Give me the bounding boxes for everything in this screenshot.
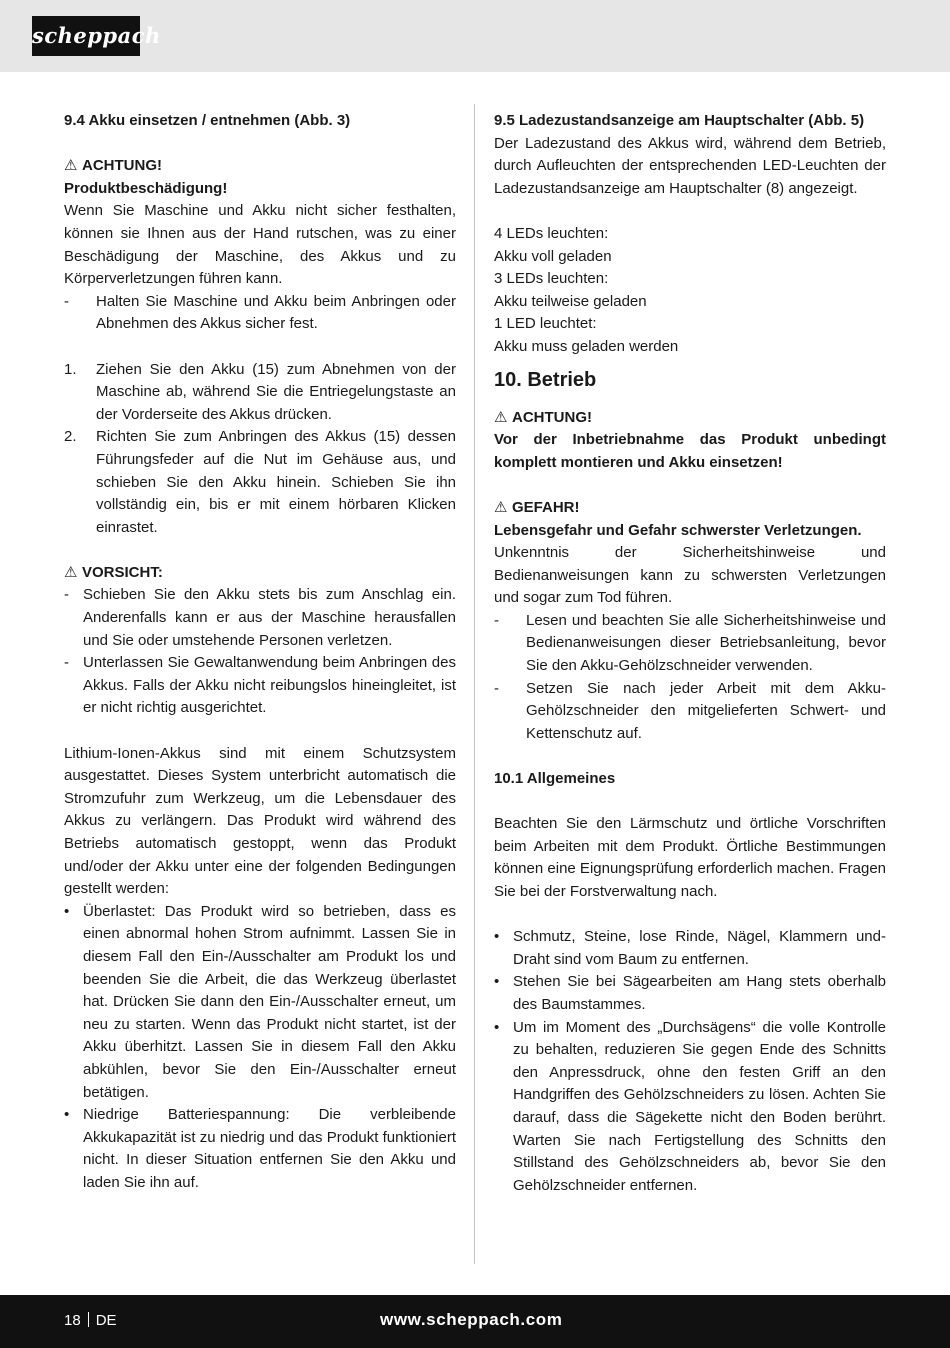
section-heading-9-5: 9.5 Ladezustandsanzeige am Hauptschalter (Abb. 5) bbox=[494, 112, 865, 129]
list-item-text: Unterlassen Sie Gewaltanwendung beim Anbringen des Akkus. Falls der Akku nicht reibungslos hineingleitet, ist er nicht richtig ausgerichtet. bbox=[83, 654, 456, 717]
list-item bbox=[494, 610, 886, 678]
list-item-text: Niedrige Batteriespannung: Die verbleibende Akkukapazität ist zu niedrig und das Produkt funktioniert nicht. In dieser Situation entfernen Sie den Akku und laden Sie ihn auf. bbox=[83, 1106, 456, 1191]
led-status-line: 1 LED leuchtet: bbox=[494, 315, 597, 333]
led-status-line: Akku muss geladen werden bbox=[494, 337, 679, 355]
gefahr-text: Unkenntnis der Sicherheitshinweise und Bedienanweisungen kann zu schwersten Verletzungen und sogar zum Tod führen. bbox=[494, 544, 886, 607]
list-item bbox=[64, 1104, 456, 1194]
list-item bbox=[64, 652, 456, 720]
list-item bbox=[494, 678, 886, 746]
steps-list bbox=[64, 359, 456, 540]
page-number-value: 18 bbox=[64, 1312, 81, 1329]
list-marker: - bbox=[64, 292, 69, 310]
footer-separator bbox=[88, 1312, 89, 1327]
left-column bbox=[64, 110, 456, 1195]
list-marker: 2. bbox=[64, 428, 77, 446]
list-marker: • bbox=[494, 1018, 500, 1036]
column-divider bbox=[474, 104, 475, 1264]
page-footer bbox=[0, 1295, 950, 1348]
list-item-text: Schmutz, Steine, lose Rinde, Nägel, Klammern und-Draht sind vom Baum zu entfernen. bbox=[513, 928, 886, 968]
list-marker: - bbox=[64, 654, 69, 672]
led-status-list bbox=[494, 223, 886, 359]
list-item bbox=[494, 926, 886, 971]
led-status-line: Akku voll geladen bbox=[494, 247, 612, 265]
vorsicht-label: VORSICHT: bbox=[82, 563, 163, 581]
list-item bbox=[494, 1017, 886, 1198]
damage-list bbox=[64, 291, 456, 336]
website-link[interactable]: www.scheppach.com bbox=[380, 1310, 563, 1329]
section-heading-10: 10. Betrieb bbox=[494, 368, 597, 391]
list-item bbox=[64, 584, 456, 652]
list-marker: • bbox=[64, 1106, 70, 1124]
general-list bbox=[494, 926, 886, 1197]
list-marker: - bbox=[494, 679, 499, 697]
section-heading-9-4: 9.4 Akku einsetzen / entnehmen (Abb. 3) bbox=[64, 112, 351, 129]
section-heading-10-1: 10.1 Allgemeines bbox=[494, 770, 616, 788]
warning-triangle-icon: ⚠ bbox=[494, 498, 508, 516]
step-item bbox=[64, 426, 456, 539]
list-item-text: Ziehen Sie den Akku (15) zum Abnehmen von der Maschine ab, während Sie die Entriegelungstaste an der Vorderseite des Akkus drücken. bbox=[96, 360, 456, 423]
list-item bbox=[64, 901, 456, 1104]
list-item-text: Stehen Sie bei Sägearbeiten am Hang stets oberhalb des Baumstammes. bbox=[513, 973, 886, 1013]
language-code: DE bbox=[95, 1312, 117, 1329]
led-status-line: 4 LEDs leuchten: bbox=[494, 224, 609, 242]
list-marker: • bbox=[494, 928, 500, 946]
charge-state-text: Der Ladezustand des Akkus wird, während dem Betrieb, durch Aufleuchten der entsprechenden LED-Leuchten der Ladezustandsanzeige am Hauptschalter (8) angezeigt. bbox=[494, 134, 886, 197]
warning-triangle-icon: ⚠ bbox=[494, 408, 508, 426]
damage-title: Produktbeschädigung! bbox=[64, 179, 228, 197]
list-item bbox=[64, 291, 456, 336]
gefahr-notice-title bbox=[494, 497, 886, 520]
list-marker: - bbox=[64, 586, 69, 604]
list-item-text: Schieben Sie den Akku stets bis zum Anschlag ein. Anderenfalls kann er aus der Maschine herausfallen und Sie oder umstehende Personen verletzen. bbox=[83, 586, 456, 649]
achtung-notice-title bbox=[494, 407, 886, 430]
list-item bbox=[494, 971, 886, 1016]
list-item-text: Um im Moment des „Durchsägens“ die volle Kontrolle zu behalten, reduzieren Sie gegen Ende des Schnitts den Anpressdruck, ohne den festen Griff an den Handgriffen des Gehölzschneiders zu lösen. Achten Sie darauf, dass die Sägekette nicht den Boden berührt. Warten Sie nach Fertigstellung des Schnitts den Stillstand des Gehölzschneiders ab, bevor Sie den Gehölzschneider entfernen. bbox=[513, 1018, 886, 1194]
achtung-notice-title bbox=[64, 155, 456, 178]
list-item-text: Lesen und beachten Sie alle Sicherheitshinweise und Bedienanweisungen dieser Betriebsanleitung, bevor Sie den Akku-Gehölzschneider verwenden. bbox=[526, 611, 886, 675]
list-item-text: Richten Sie zum Anbringen des Akkus (15) dessen Führungsfeder auf die Nut im Gehäuse aus, und schieben Sie den Akku hinein. Schieben Sie ihn vollständig ein, bis er mit einem hörbaren Klicken einrastet. bbox=[96, 428, 456, 536]
achtung-label: ACHTUNG! bbox=[512, 408, 592, 426]
led-status-line: Akku teilweise geladen bbox=[494, 292, 647, 310]
lithium-list bbox=[64, 901, 456, 1195]
lithium-text: Lithium-Ionen-Akkus sind mit einem Schutzsystem ausgestattet. Dieses System unterbricht automatisch die Stromzufuhr zum Werkzeug, um die Lebensdauer des Akkus zu verlängern. Das Produkt wird während des Betriebs automatisch gestoppt, wenn das Produkt und/oder der Akku unter eine der folgenden Bedingungen gestellt werden: bbox=[64, 744, 456, 898]
gefahr-label: GEFAHR! bbox=[512, 498, 580, 516]
achtung-label: ACHTUNG! bbox=[82, 157, 162, 175]
list-marker: • bbox=[494, 973, 500, 991]
damage-text: Wenn Sie Maschine und Akku nicht sicher festhalten, können sie Ihnen aus der Hand rutschen, was zu einer Beschädigung der Maschine, des Akkus und zu Körperverletzungen führen kann. bbox=[64, 202, 456, 288]
list-marker: • bbox=[64, 902, 70, 920]
brand-logo: scheppach bbox=[32, 16, 140, 56]
list-marker: - bbox=[494, 611, 499, 629]
list-item-text: Halten Sie Maschine und Akku beim Anbringen oder Abnehmen des Akkus sicher fest. bbox=[96, 292, 456, 333]
warning-triangle-icon: ⚠ bbox=[64, 157, 78, 175]
vorsicht-notice-title bbox=[64, 562, 456, 585]
step-item bbox=[64, 359, 456, 427]
page-header bbox=[0, 0, 950, 72]
general-text: Beachten Sie den Lärmschutz und örtliche Vorschriften beim Arbeiten mit dem Produkt. Örtliche Bestimmungen können eine Eignungsprüfung erforderlich machen. Fragen Sie bei der Forstverwaltung nach. bbox=[494, 815, 886, 900]
list-item-text: Überlastet: Das Produkt wird so betrieben, dass es einen abnormal hohen Strom aufnimmt. Lassen Sie in diesem Fall den Ein-/Ausschalter am Produkt los und beenden Sie die Arbeit, die das Werkzeug überlastet hat. Drücken Sie dann den Ein-/Ausschalter erneut, um neu zu starten. Wenn das Produkt nicht startet, ist der Akku überhitzt. Lassen Sie in diesem Fall den Akku abkühlen, bevor Sie den Ein-/Ausschalter erneut betätigen. bbox=[83, 902, 456, 1101]
warning-triangle-icon: ⚠ bbox=[64, 563, 78, 581]
list-marker: 1. bbox=[64, 360, 77, 378]
led-status-line: 3 LEDs leuchten: bbox=[494, 270, 609, 288]
right-column bbox=[494, 110, 886, 1197]
vorsicht-list bbox=[64, 584, 456, 720]
gefahr-list bbox=[494, 610, 886, 746]
achtung-text: Vor der Inbetriebnahme das Produkt unbedingt komplett montieren und Akku einsetzen! bbox=[494, 431, 886, 471]
list-item-text: Setzen Sie nach jeder Arbeit mit dem Akku-Gehölzschneider den mitgelieferten Schwert- und Kettenschutz auf. bbox=[526, 679, 886, 742]
page-number bbox=[64, 1311, 117, 1331]
gefahr-title: Lebensgefahr und Gefahr schwerster Verletzungen. bbox=[494, 521, 862, 539]
